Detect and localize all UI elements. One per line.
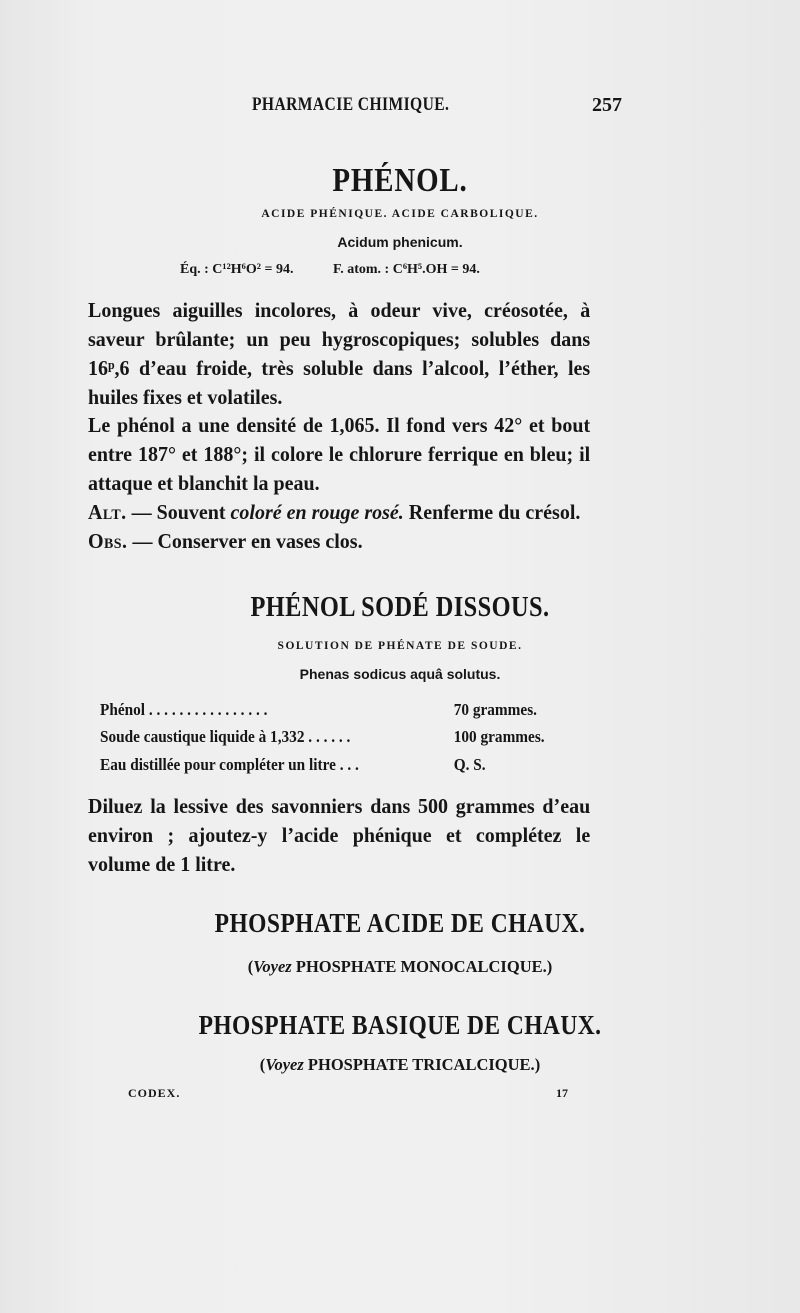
ingredient-row — [100, 727, 545, 747]
phenol-alteration — [88, 498, 590, 527]
section-title-phenol-sode: PHÉNOL SODÉ DISSOUS. — [250, 592, 550, 623]
phenol-sode-latin-name: Phenas sodicus aquâ solutus. — [299, 666, 501, 682]
section-title-phosphate-acide: PHOSPHATE ACIDE DE CHAUX. — [214, 908, 586, 938]
phenol-sode-instructions: Diluez la lessive des savonniers dans 500 grammes d’eau environ ; ajoutez-y l’acide phénique et complétez le volume de 1 litre. — [88, 794, 591, 876]
phenol-sode-subtitle: SOLUTION DE PHÉNATE DE SOUDE. — [277, 640, 523, 652]
phenol-formula-line — [180, 262, 516, 278]
ingredient-row — [100, 700, 537, 720]
phosphate-basique-cross-reference: (Voyez PHOSPHATE TRICALCIQUE.) — [259, 1055, 541, 1074]
ingredient-name: Eau distillée pour compléter un litre . . . — [100, 755, 359, 774]
alt-text: — Souvent — [126, 500, 231, 524]
ingredient-name: Soude caustique liquide à 1,332 . . . . . . — [100, 727, 351, 746]
see-label: Voyez — [253, 957, 292, 976]
section-title-phosphate-basique: PHOSPHATE BASIQUE DE CHAUX. — [198, 1010, 602, 1040]
footer-sheet-number: 17 — [556, 1086, 568, 1100]
ingredient-qty: Q. S. — [453, 755, 486, 774]
atomic-formula: F. atom. : C⁶H⁵.OH = 94. — [332, 262, 480, 277]
see-target: PHOSPHATE TRICALCIQUE. — [307, 1055, 535, 1074]
ingredient-row — [100, 755, 514, 775]
ingredient-name: Phénol . . . . . . . . . . . . . . . . — [100, 700, 268, 719]
page-number: 257 — [592, 94, 622, 116]
equivalent-formula: Éq. : C¹²H⁶O² = 94. — [180, 262, 294, 277]
obs-text: — Conserver en vases clos. — [127, 529, 363, 553]
footer-signature: CODEX. — [128, 1086, 181, 1100]
alt-italic: coloré en rouge rosé. — [230, 500, 404, 524]
running-title: PHARMACIE CHIMIQUE. — [252, 94, 450, 115]
see-label: Voyez — [265, 1055, 304, 1074]
phenol-observation — [88, 527, 590, 556]
obs-label: Obs. — [88, 529, 128, 553]
ingredient-qty: 70 grammes. — [453, 700, 537, 719]
alt-label: Alt. — [88, 500, 127, 524]
phenol-synonyms: ACIDE PHÉNIQUE. ACIDE CARBOLIQUE. — [261, 208, 539, 220]
ingredient-qty: 100 grammes. — [453, 727, 545, 746]
phenol-latin-name: Acidum phenicum. — [337, 234, 463, 250]
section-title-phenol: PHÉNOL. — [332, 162, 468, 199]
see-target: PHOSPHATE MONOCALCIQUE. — [295, 957, 547, 976]
phenol-properties: Le phénol a une densité de 1,065. Il fond vers 42° et bout entre 187° et 188°; il colore le chlorure ferrique en bleu; il attaque et blanchit la peau. — [88, 413, 591, 495]
phenol-description: Longues aiguilles incolores, à odeur vive, créosotée, à saveur brûlante; un peu hygroscopiques; solubles dans 16ᵖ,6 d’eau froide, très soluble dans l’alcool, l’éther, les huiles fixes et volatiles. — [88, 298, 591, 409]
phosphate-acide-cross-reference: (Voyez PHOSPHATE MONOCALCIQUE.) — [247, 957, 553, 976]
alt-text-after: Renferme du crésol. — [403, 500, 581, 524]
